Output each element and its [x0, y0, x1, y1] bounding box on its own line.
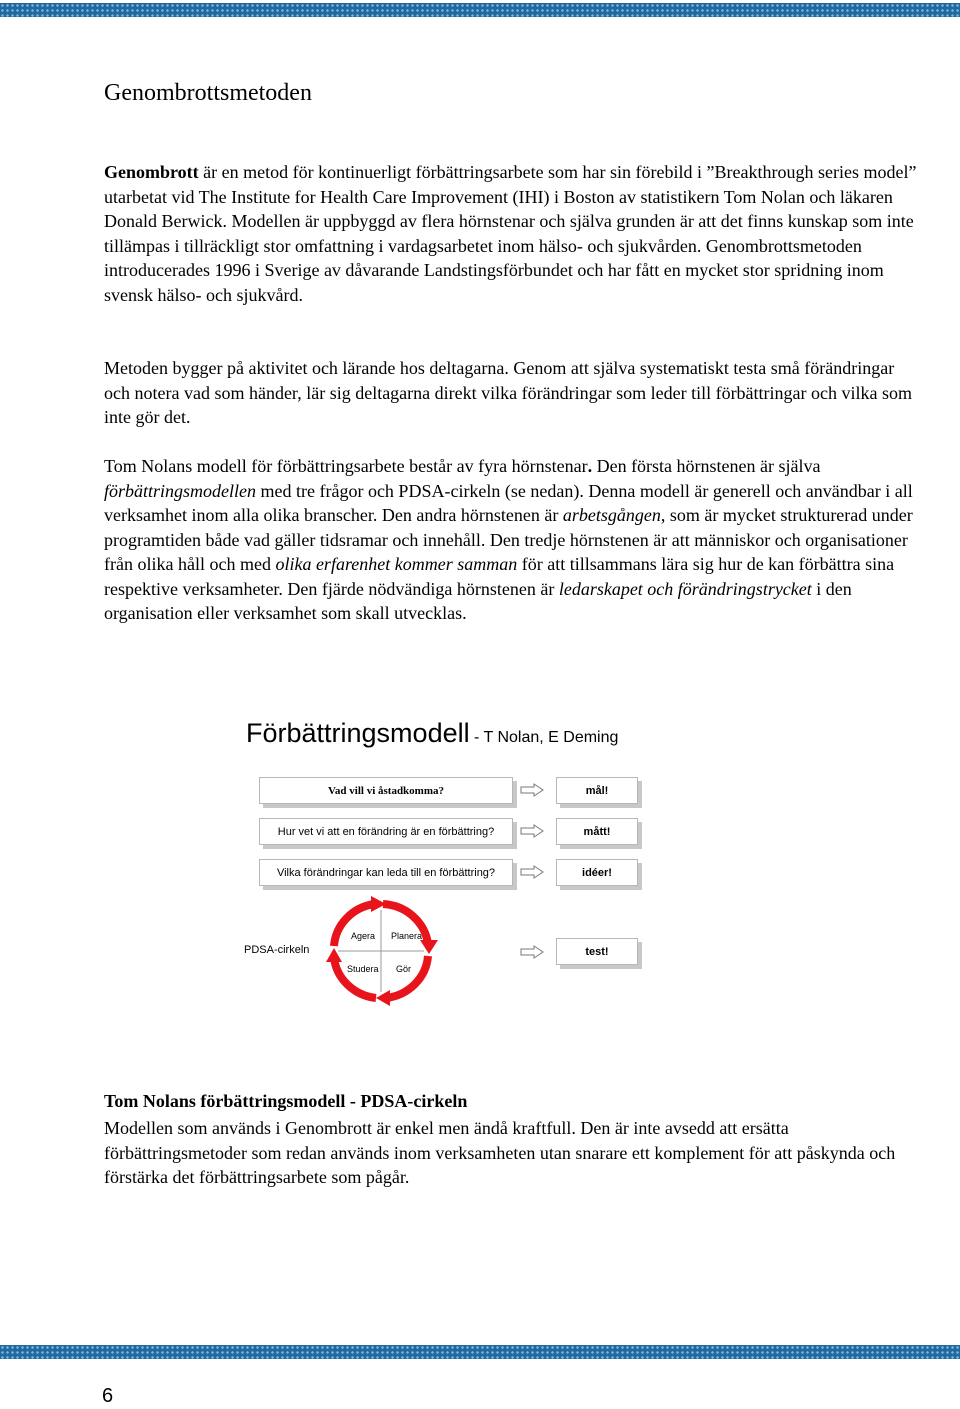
section-subheading: Tom Nolans förbättringsmodell - PDSA-cirkeln: [104, 1091, 468, 1111]
cycle-label-planera: Planera: [391, 931, 423, 941]
page-number: 6: [102, 1385, 114, 1407]
right-arrow-icon: [520, 824, 544, 838]
model-subtitle: - T Nolan, E Deming: [469, 729, 619, 746]
cycle-label-agera: Agera: [351, 931, 376, 941]
right-arrow-icon: [520, 783, 544, 797]
answer-box-test: test!: [556, 938, 638, 965]
pdsa-label: PDSA-cirkeln: [244, 944, 310, 956]
answer-box-measure: mått!: [556, 818, 638, 845]
page-title: Genombrottsmetoden: [104, 80, 312, 106]
pdsa-cycle-icon: [316, 896, 446, 1006]
question-box-2: Hur vet vi att en förändring är en förbättring?: [259, 818, 513, 845]
intro-lead: Genombrott: [104, 162, 199, 182]
intro-paragraph: [104, 160, 924, 307]
answer-box-goal: mål!: [556, 777, 638, 804]
header-band: [0, 3, 960, 17]
model-title: Förbättringsmodell - T Nolan, E Deming: [246, 718, 619, 748]
right-arrow-icon: [520, 865, 544, 879]
question-box-3: Vilka förändringar kan leda till en förbättring?: [259, 859, 513, 886]
question-box-1: Vad vill vi åstadkomma?: [259, 777, 513, 804]
cycle-label-gor: Gör: [396, 964, 412, 974]
cornerstones-paragraph: Tom Nolans modell för förbättringsarbete består av fyra hörnstenar. Den första hörnstenen är själva förbättringsmodellen med tre frågor och PDSA-cirkeln (se nedan). Denna modell är generell och användbar i all verksamhet inom alla olika branscher. Den andra hörnstenen är arbetsgången, som är mycket strukturerad under programtiden både vad gäller tidsramar och innehåll. Den tredje hörnstenen är att människor och organisationer från olika håll och med olika erfarenhet kommer samman för att tillsammans lära sig hur de kan förbättra sina respektive verksamheter. Den fjärde nödvändiga hörnstenen är ledarskapet och förändringstrycket i den organisation eller verksamhet som skall utvecklas.: [104, 456, 913, 623]
pdsa-paragraph: Modellen som används i Genombrott är enkel men ändå kraftfull. Den är inte avsedd att ersätta förbättringsmetoder som redan används inom verksamheten utan snarare ett komplement för att påskynda och förstärka det förbättringsarbete som pågår.: [104, 1118, 896, 1187]
right-arrow-icon: [520, 945, 544, 959]
footer-band: [0, 1345, 960, 1359]
cycle-label-studera: Studera: [347, 964, 379, 974]
method-paragraph: Metoden bygger på aktivitet och lärande hos deltagarna. Genom att själva systematiskt testa små förändringar och notera vad som händer, lär sig deltagarna direkt vilka förändringar som leder till förbättringar och vilka som inte gör det.: [104, 358, 913, 427]
intro-text: är en metod för kontinuerligt förbättringsarbete som har sin förebild i ”Breakthrough series model” utarbetat vid The Institute for Health Care Improvement (IHI) i Boston av statistikern Tom Nolan och läkaren Donald Berwick. Modellen är uppbyggd av flera hörnstenar och själva grunden är att det finns kunskap som inte tillämpas i tillräckligt stor omfattning i vardagsarbetet inom hälso- och sjukvården. Genombrottsmetoden introducerades 1996 i Sverige av dåvarande Landstingsförbundet och har fått en mycket stor spridning inom svensk hälso- och sjukvård.: [104, 162, 917, 305]
answer-box-ideas: idéer!: [556, 859, 638, 886]
